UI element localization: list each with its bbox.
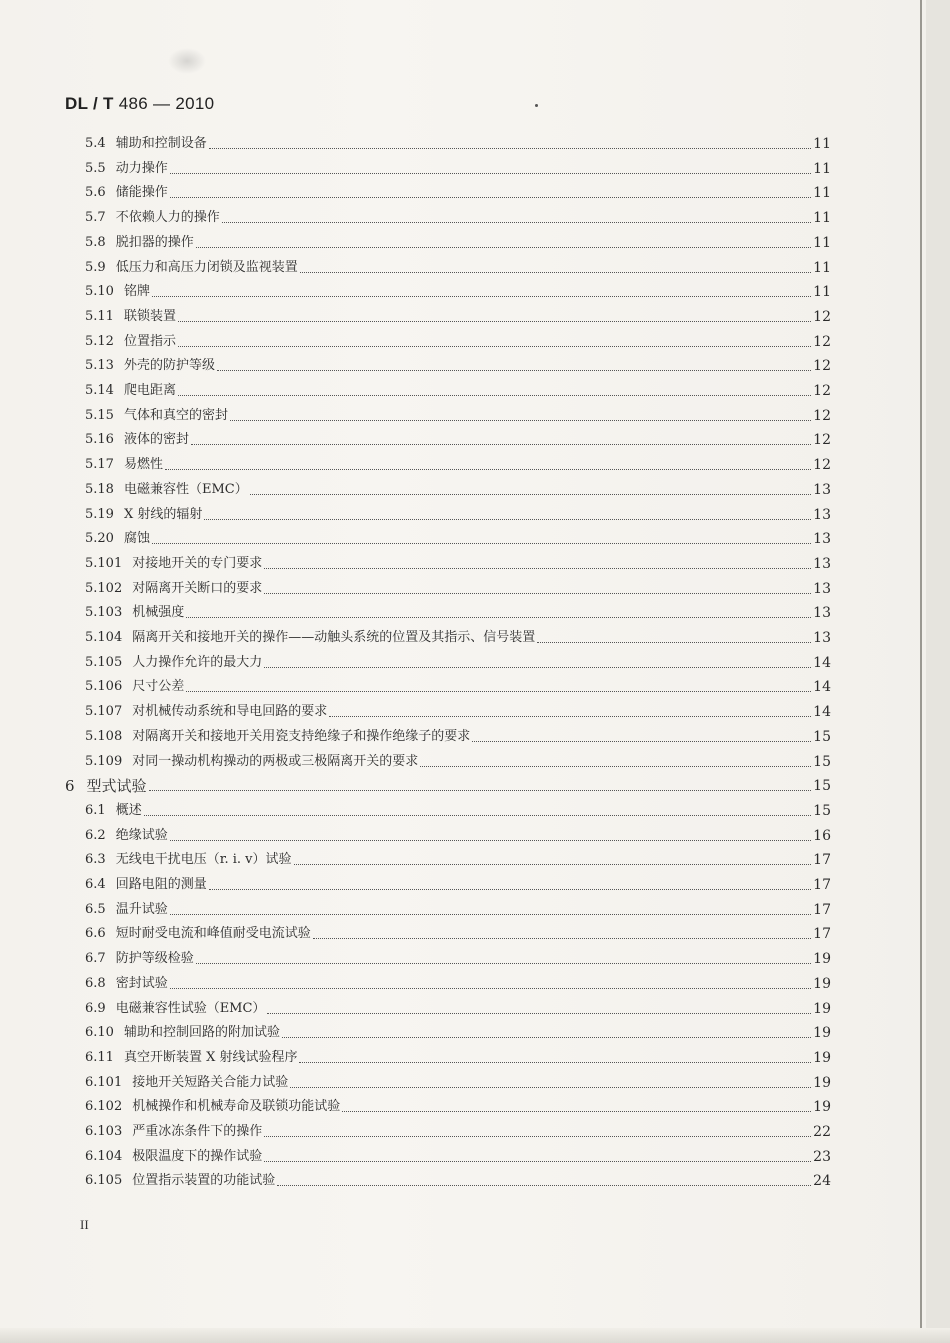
toc-section-number: 6.9 xyxy=(85,1000,106,1016)
toc-section-number: 5.106 xyxy=(85,679,123,695)
toc-section-title: 对机械传动系统和导电回路的要求 xyxy=(132,704,328,720)
toc-section-number: 5.102 xyxy=(85,580,123,596)
toc-dot-leader xyxy=(170,197,811,198)
toc-page-number: 19 xyxy=(813,1099,831,1116)
toc-section-title: 位置指示 xyxy=(123,333,176,349)
toc-dot-leader xyxy=(196,963,811,964)
toc-section-number: 5.16 xyxy=(85,432,114,448)
toc-section-number: 5.4 xyxy=(85,136,106,151)
toc-section-title: 脱扣器的操作 xyxy=(115,234,194,250)
toc-row xyxy=(85,134,831,154)
toc-section-title: 液体的密封 xyxy=(123,432,189,448)
toc-dot-leader xyxy=(264,667,811,668)
toc-section-title: 严重冰冻条件下的操作 xyxy=(132,1124,263,1139)
toc-row xyxy=(85,974,831,994)
toc-section-title: 隔离开关和接地开关的操作——动触头系统的位置及其指示、信号装置 xyxy=(132,630,536,645)
toc-page-number: 11 xyxy=(813,284,831,301)
toc-page-number: 13 xyxy=(813,481,831,498)
toc-dot-leader xyxy=(230,420,811,421)
toc-row xyxy=(85,332,831,352)
toc-page-number: 15 xyxy=(813,728,831,745)
toc-row xyxy=(85,628,831,648)
toc-section-title: 温升试验 xyxy=(115,901,168,917)
toc-section-title: 真空开断装置 X 射线试验程序 xyxy=(123,1049,298,1065)
toc-row xyxy=(85,183,831,203)
toc-row xyxy=(85,579,831,599)
toc-page-number: 13 xyxy=(813,630,831,646)
toc-section-number: 6.101 xyxy=(85,1074,123,1090)
toc-row xyxy=(85,603,831,623)
toc-section-title: 易燃性 xyxy=(123,457,163,473)
toc-row xyxy=(85,258,831,278)
toc-page-number: 19 xyxy=(813,1025,831,1042)
toc-dot-leader xyxy=(196,247,811,248)
toc-section-title: 对接地开关的专门要求 xyxy=(132,555,263,571)
toc-page-number: 22 xyxy=(813,1124,831,1140)
toc-dot-leader xyxy=(290,1087,811,1088)
toc-section-title: 电磁兼容性（EMC） xyxy=(123,481,248,497)
toc-dot-leader xyxy=(472,741,811,742)
toc-section-title: 防护等级检验 xyxy=(115,951,194,967)
toc-section-title: X 射线的辐射 xyxy=(123,506,203,522)
toc-section-number: 5.103 xyxy=(85,605,123,621)
toc-page-number: 12 xyxy=(813,358,831,375)
toc-row xyxy=(85,1147,831,1167)
toc-row xyxy=(85,653,831,673)
toc-dot-leader xyxy=(420,766,811,767)
toc-dot-leader xyxy=(313,938,811,939)
toc-dot-leader xyxy=(152,543,811,544)
toc-section-title: 对同一操动机构操动的两极或三极隔离开关的要求 xyxy=(132,753,419,769)
toc-section-title: 极限温度下的操作试验 xyxy=(132,1148,263,1164)
toc-row xyxy=(85,554,831,574)
toc-row xyxy=(85,233,831,253)
toc-page-number: 19 xyxy=(813,1049,831,1066)
toc-page-number: 15 xyxy=(813,753,831,770)
toc-section-title: 短时耐受电流和峰值耐受电流试验 xyxy=(115,926,311,942)
toc-section-title: 绝缘试验 xyxy=(115,827,168,843)
standard-prefix: DL / T xyxy=(65,94,114,113)
toc-section-title: 爬电距离 xyxy=(123,383,176,398)
toc-row xyxy=(85,1122,831,1142)
toc-section-number: 6.105 xyxy=(85,1173,123,1189)
toc-dot-leader xyxy=(264,1136,811,1137)
toc-dot-leader xyxy=(204,519,811,520)
toc-page-number: 14 xyxy=(813,679,831,696)
toc-section-title: 接地开关短路关合能力试验 xyxy=(132,1074,289,1090)
toc-dot-leader xyxy=(170,840,811,841)
toc-page-number: 11 xyxy=(813,259,831,276)
toc-section-title: 电磁兼容性试验（EMC） xyxy=(115,1000,266,1016)
toc-section-number: 6.103 xyxy=(85,1124,123,1139)
toc-row xyxy=(85,1023,831,1043)
toc-section-number: 6.10 xyxy=(85,1025,114,1041)
toc-section-title: 位置指示装置的功能试验 xyxy=(132,1173,276,1189)
toc-page-number: 13 xyxy=(813,605,831,622)
toc-section-title: 无线电干扰电压（r. i. v）试验 xyxy=(115,852,292,868)
toc-section-number: 5.10 xyxy=(85,284,114,300)
toc-section-title: 外壳的防护等级 xyxy=(123,358,215,374)
toc-page-number: 19 xyxy=(813,975,831,992)
toc-section-title: 回路电阻的测量 xyxy=(115,877,207,892)
toc-section-title: 概述 xyxy=(115,802,142,818)
toc-section-number: 6.1 xyxy=(85,802,106,818)
toc-dot-leader xyxy=(186,691,811,692)
toc-dot-leader xyxy=(264,1161,811,1162)
toc-section-number: 6.4 xyxy=(85,877,106,892)
toc-page-number: 12 xyxy=(813,407,831,424)
toc-dot-leader xyxy=(152,296,811,297)
toc-section-number: 5.5 xyxy=(85,160,106,176)
toc-section-number: 5.107 xyxy=(85,704,123,720)
toc-row xyxy=(85,307,831,327)
toc-section-title: 对隔离开关断口的要求 xyxy=(132,580,263,596)
toc-page-number: 11 xyxy=(813,234,831,251)
toc-dot-leader xyxy=(144,815,811,816)
toc-dot-leader xyxy=(191,444,811,445)
toc-dot-leader xyxy=(209,148,811,149)
toc-row xyxy=(85,875,831,895)
toc-dot-leader xyxy=(299,1062,811,1063)
toc-page-number: 16 xyxy=(813,827,831,844)
toc-row xyxy=(85,505,831,525)
toc-section-number: 5.7 xyxy=(85,210,106,226)
toc-dot-leader xyxy=(277,1185,811,1186)
toc-dot-leader xyxy=(294,864,812,865)
toc-row xyxy=(85,1073,831,1093)
toc-dot-leader xyxy=(178,346,811,347)
toc-chapter-row xyxy=(65,776,831,796)
toc-section-title: 机械操作和机械寿命及联锁功能试验 xyxy=(132,1099,341,1115)
toc-dot-leader xyxy=(250,494,811,495)
toc-section-title: 密封试验 xyxy=(115,975,168,991)
toc-section-number: 5.101 xyxy=(85,555,123,571)
toc-section-number: 6.6 xyxy=(85,926,106,942)
toc-dot-leader xyxy=(329,716,811,717)
toc-dot-leader xyxy=(178,321,811,322)
toc-dot-leader xyxy=(209,889,811,890)
toc-section-title: 动力操作 xyxy=(115,160,168,176)
toc-section-number: 5.9 xyxy=(85,259,106,275)
toc-dot-leader xyxy=(170,988,811,989)
toc-section-number: 6.2 xyxy=(85,827,106,843)
toc-page-number: 12 xyxy=(813,457,831,474)
toc-section-title: 尺寸公差 xyxy=(132,679,185,695)
toc-row xyxy=(85,1171,831,1191)
toc-dot-leader xyxy=(537,642,811,643)
toc-row xyxy=(85,1048,831,1068)
toc-section-number: 5.13 xyxy=(85,358,114,374)
toc-dot-leader xyxy=(149,790,812,791)
toc-row xyxy=(85,999,831,1019)
toc-row xyxy=(85,1097,831,1117)
toc-page-number: 11 xyxy=(813,210,831,227)
toc-page-number: 17 xyxy=(813,926,831,943)
toc-section-number: 5.105 xyxy=(85,654,123,670)
toc-section-title: 铭牌 xyxy=(123,284,150,300)
toc-page-number: 17 xyxy=(813,901,831,918)
toc-dot-leader xyxy=(217,370,811,371)
toc-section-number: 5.104 xyxy=(85,630,123,645)
toc-page-number: 23 xyxy=(813,1148,831,1165)
toc-section-number: 5.15 xyxy=(85,407,114,423)
toc-page-number: 15 xyxy=(813,802,831,819)
toc-page-number: 14 xyxy=(813,704,831,721)
toc-page-number: 14 xyxy=(813,654,831,671)
toc-row xyxy=(85,727,831,747)
toc-page-number: 12 xyxy=(813,308,831,325)
toc-row xyxy=(85,801,831,821)
toc-page-number: 12 xyxy=(813,432,831,449)
toc-section-title: 腐蚀 xyxy=(123,531,150,547)
toc-dot-leader xyxy=(165,469,811,470)
toc-dot-leader xyxy=(170,914,811,915)
toc-section-number: 6.7 xyxy=(85,951,106,967)
toc-row xyxy=(85,480,831,500)
toc-dot-leader xyxy=(264,568,811,569)
toc-section-number: 5.12 xyxy=(85,333,114,349)
toc-page-number: 15 xyxy=(813,778,831,795)
toc-section-title: 辅助和控制设备 xyxy=(115,136,207,151)
toc-page-number: 17 xyxy=(813,852,831,869)
toc-section-number: 6.11 xyxy=(85,1049,114,1065)
toc-page-number: 11 xyxy=(813,185,831,202)
toc-page-number: 12 xyxy=(813,333,831,350)
toc-page-number: 19 xyxy=(813,1000,831,1017)
toc-row xyxy=(85,677,831,697)
toc-page-number: 12 xyxy=(813,383,831,399)
toc-row xyxy=(85,455,831,475)
toc-section-title: 气体和真空的密封 xyxy=(123,407,228,423)
toc-row xyxy=(85,529,831,549)
toc-dot-leader xyxy=(170,173,811,174)
toc-dot-leader xyxy=(342,1111,811,1112)
toc-dot-leader xyxy=(178,395,811,396)
toc-row xyxy=(85,208,831,228)
toc-section-title: 不依赖人力的操作 xyxy=(115,210,220,226)
toc-page-number: 13 xyxy=(813,580,831,597)
toc-page-number: 19 xyxy=(813,951,831,968)
toc-section-number: 5.8 xyxy=(85,234,106,250)
toc-dot-leader xyxy=(186,617,811,618)
toc-section-number: 6.5 xyxy=(85,901,106,917)
toc-section-number: 5.6 xyxy=(85,185,106,201)
toc-section-number: 5.18 xyxy=(85,481,114,497)
toc-dot-leader xyxy=(267,1013,811,1014)
toc-dot-leader xyxy=(222,222,811,223)
toc-section-title: 对隔离开关和接地开关用瓷支持绝缘子和操作绝缘子的要求 xyxy=(132,728,471,744)
toc-section-number: 5.20 xyxy=(85,531,114,547)
toc-section-number: 6.102 xyxy=(85,1099,123,1115)
toc-section-title: 联锁装置 xyxy=(123,308,176,324)
toc-section-title: 人力操作允许的最大力 xyxy=(132,654,263,670)
toc-dot-leader xyxy=(264,593,811,594)
toc-page-number: 11 xyxy=(813,136,831,152)
toc-section-number: 5.109 xyxy=(85,753,123,769)
toc-row xyxy=(85,430,831,450)
toc-section-title: 机械强度 xyxy=(132,605,185,621)
toc-section-number: 5.19 xyxy=(85,506,114,522)
standard-number: 486 — 2010 xyxy=(118,94,215,113)
toc-page-number: 13 xyxy=(813,506,831,523)
toc-section-title: 辅助和控制回路的附加试验 xyxy=(123,1025,280,1041)
toc-row xyxy=(85,406,831,426)
toc-section-number: 5.11 xyxy=(85,308,114,324)
toc-section-title: 低压力和高压力闭锁及监视装置 xyxy=(115,259,298,275)
toc-page-number: 13 xyxy=(813,555,831,572)
toc-page-number: 24 xyxy=(813,1173,831,1190)
toc-dot-leader xyxy=(282,1037,811,1038)
page-number-footer: II xyxy=(80,1217,89,1232)
toc-page-number: 19 xyxy=(813,1074,831,1091)
toc-section-number: 6.3 xyxy=(85,852,106,868)
toc-row xyxy=(85,356,831,376)
toc-row xyxy=(85,752,831,772)
toc-page-number: 11 xyxy=(813,160,831,177)
toc-row xyxy=(85,924,831,944)
toc-page-number: 13 xyxy=(813,531,831,548)
toc-row xyxy=(85,282,831,302)
toc-section-number: 6.104 xyxy=(85,1148,123,1164)
toc-row xyxy=(85,826,831,846)
toc-row xyxy=(85,949,831,969)
toc-section-title: 储能操作 xyxy=(115,185,168,201)
toc-row xyxy=(85,159,831,179)
toc-row xyxy=(85,900,831,920)
toc-section-number: 6.8 xyxy=(85,975,106,991)
toc-section-number: 5.17 xyxy=(85,457,114,473)
toc-row xyxy=(85,381,831,401)
toc-row xyxy=(85,850,831,870)
toc-section-number: 6 xyxy=(65,777,75,796)
toc-dot-leader xyxy=(300,272,811,273)
toc-section-number: 5.108 xyxy=(85,728,123,744)
toc-section-number: 5.14 xyxy=(85,383,114,398)
toc-page-number: 17 xyxy=(813,877,831,893)
toc-section-title: 型式试验 xyxy=(86,777,147,796)
toc-row xyxy=(85,702,831,722)
